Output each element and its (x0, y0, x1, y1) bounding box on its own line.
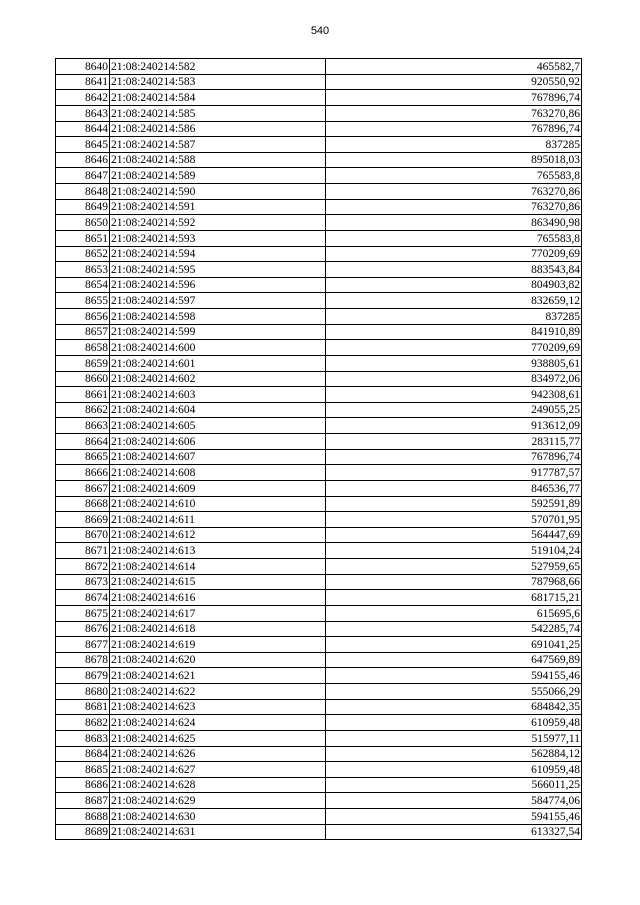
table-row (56, 684, 582, 700)
cadastral-number-cell: 21:08:240214:610 (110, 496, 326, 512)
value-cell: 920550,92 (326, 74, 582, 90)
row-number-cell: 8683 (56, 730, 110, 746)
row-number-cell: 8669 (56, 512, 110, 528)
cadastral-number-cell: 21:08:240214:587 (110, 137, 326, 153)
row-number-cell: 8671 (56, 543, 110, 559)
cadastral-number-cell: 21:08:240214:596 (110, 277, 326, 293)
value-cell: 542285,74 (326, 621, 582, 637)
cadastral-number-cell: 21:08:240214:589 (110, 168, 326, 184)
cadastral-number-cell: 21:08:240214:594 (110, 246, 326, 262)
row-number-cell: 8689 (56, 824, 110, 840)
table-row (56, 777, 582, 793)
table-row (56, 246, 582, 262)
table-row (56, 762, 582, 778)
table-row (56, 512, 582, 528)
value-cell: 883543,84 (326, 262, 582, 278)
table-row (56, 793, 582, 809)
cadastral-number-cell: 21:08:240214:624 (110, 715, 326, 731)
value-cell: 763270,86 (326, 105, 582, 121)
table-row (56, 184, 582, 200)
value-cell: 613327,54 (326, 824, 582, 840)
value-cell: 465582,7 (326, 59, 582, 75)
value-cell: 767896,74 (326, 449, 582, 465)
row-number-cell: 8659 (56, 355, 110, 371)
value-cell: 555066,29 (326, 684, 582, 700)
row-number-cell: 8656 (56, 309, 110, 325)
table-row (56, 387, 582, 403)
row-number-cell: 8675 (56, 605, 110, 621)
row-number-cell: 8641 (56, 74, 110, 90)
value-cell: 594155,46 (326, 668, 582, 684)
table-row (56, 637, 582, 653)
value-cell: 767896,74 (326, 90, 582, 106)
row-number-cell: 8670 (56, 527, 110, 543)
cadastral-number-cell: 21:08:240214:621 (110, 668, 326, 684)
value-cell: 592591,89 (326, 496, 582, 512)
value-cell: 767896,74 (326, 121, 582, 137)
value-cell: 938805,61 (326, 355, 582, 371)
cadastral-number-cell: 21:08:240214:629 (110, 793, 326, 809)
cadastral-number-cell: 21:08:240214:613 (110, 543, 326, 559)
cadastral-number-cell: 21:08:240214:592 (110, 215, 326, 231)
row-number-cell: 8678 (56, 652, 110, 668)
cadastral-number-cell: 21:08:240214:625 (110, 730, 326, 746)
row-number-cell: 8668 (56, 496, 110, 512)
page-number: 540 (310, 25, 330, 37)
cadastral-number-cell: 21:08:240214:605 (110, 418, 326, 434)
value-cell: 681715,21 (326, 590, 582, 606)
table-row (56, 199, 582, 215)
row-number-cell: 8665 (56, 449, 110, 465)
cadastral-number-cell: 21:08:240214:623 (110, 699, 326, 715)
table-row (56, 215, 582, 231)
cadastral-number-cell: 21:08:240214:627 (110, 762, 326, 778)
cadastral-number-cell: 21:08:240214:584 (110, 90, 326, 106)
value-cell: 584774,06 (326, 793, 582, 809)
value-cell: 834972,06 (326, 371, 582, 387)
table-body (56, 59, 582, 840)
cadastral-number-cell: 21:08:240214:599 (110, 324, 326, 340)
table-row (56, 715, 582, 731)
table-row (56, 340, 582, 356)
cadastral-number-cell: 21:08:240214:598 (110, 309, 326, 325)
value-cell: 913612,09 (326, 418, 582, 434)
table-row (56, 168, 582, 184)
table-row (56, 746, 582, 762)
value-cell: 515977,11 (326, 730, 582, 746)
table-row (56, 371, 582, 387)
cadastral-number-cell: 21:08:240214:606 (110, 434, 326, 450)
row-number-cell: 8652 (56, 246, 110, 262)
value-cell: 570701,95 (326, 512, 582, 528)
row-number-cell: 8660 (56, 371, 110, 387)
row-number-cell: 8655 (56, 293, 110, 309)
cadastral-number-cell: 21:08:240214:604 (110, 402, 326, 418)
table-row (56, 480, 582, 496)
value-cell: 804903,82 (326, 277, 582, 293)
value-cell: 942308,61 (326, 387, 582, 403)
row-number-cell: 8662 (56, 402, 110, 418)
value-cell: 770209,69 (326, 340, 582, 356)
value-cell: 519104,24 (326, 543, 582, 559)
row-number-cell: 8674 (56, 590, 110, 606)
value-cell: 564447,69 (326, 527, 582, 543)
cadastral-number-cell: 21:08:240214:593 (110, 230, 326, 246)
cadastral-number-cell: 21:08:240214:615 (110, 574, 326, 590)
table-row (56, 402, 582, 418)
row-number-cell: 8650 (56, 215, 110, 231)
cadastral-number-cell: 21:08:240214:583 (110, 74, 326, 90)
row-number-cell: 8642 (56, 90, 110, 106)
row-number-cell: 8644 (56, 121, 110, 137)
table-row (56, 309, 582, 325)
value-cell: 615695,6 (326, 605, 582, 621)
table-row (56, 574, 582, 590)
row-number-cell: 8682 (56, 715, 110, 731)
table-row (56, 105, 582, 121)
table-row (56, 621, 582, 637)
table-row (56, 605, 582, 621)
value-cell: 283115,77 (326, 434, 582, 450)
value-cell: 770209,69 (326, 246, 582, 262)
row-number-cell: 8658 (56, 340, 110, 356)
value-cell: 691041,25 (326, 637, 582, 653)
table-row (56, 324, 582, 340)
row-number-cell: 8649 (56, 199, 110, 215)
value-cell: 562884,12 (326, 746, 582, 762)
row-number-cell: 8661 (56, 387, 110, 403)
row-number-cell: 8653 (56, 262, 110, 278)
row-number-cell: 8684 (56, 746, 110, 762)
table-row (56, 74, 582, 90)
table-row (56, 59, 582, 75)
row-number-cell: 8688 (56, 809, 110, 825)
cadastral-number-cell: 21:08:240214:595 (110, 262, 326, 278)
row-number-cell: 8664 (56, 434, 110, 450)
table-row (56, 434, 582, 450)
value-cell: 837285 (326, 137, 582, 153)
cadastral-number-cell: 21:08:240214:602 (110, 371, 326, 387)
value-cell: 763270,86 (326, 184, 582, 200)
value-cell: 527959,65 (326, 559, 582, 575)
row-number-cell: 8667 (56, 480, 110, 496)
table-row (56, 121, 582, 137)
value-cell: 249055,25 (326, 402, 582, 418)
value-cell: 837285 (326, 309, 582, 325)
cadastral-number-cell: 21:08:240214:582 (110, 59, 326, 75)
value-cell: 610959,48 (326, 762, 582, 778)
cadastral-number-cell: 21:08:240214:622 (110, 684, 326, 700)
cadastral-number-cell: 21:08:240214:626 (110, 746, 326, 762)
row-number-cell: 8645 (56, 137, 110, 153)
row-number-cell: 8654 (56, 277, 110, 293)
table-row (56, 496, 582, 512)
cadastral-number-cell: 21:08:240214:630 (110, 809, 326, 825)
row-number-cell: 8685 (56, 762, 110, 778)
table-row (56, 152, 582, 168)
cadastral-number-cell: 21:08:240214:600 (110, 340, 326, 356)
value-cell: 917787,57 (326, 465, 582, 481)
table-row (56, 355, 582, 371)
table-row (56, 809, 582, 825)
value-cell: 895018,03 (326, 152, 582, 168)
value-cell: 647569,89 (326, 652, 582, 668)
row-number-cell: 8657 (56, 324, 110, 340)
cadastral-number-cell: 21:08:240214:586 (110, 121, 326, 137)
table-row (56, 90, 582, 106)
row-number-cell: 8681 (56, 699, 110, 715)
value-cell: 765583,8 (326, 230, 582, 246)
cadastral-number-cell: 21:08:240214:608 (110, 465, 326, 481)
table-row (56, 652, 582, 668)
value-cell: 765583,8 (326, 168, 582, 184)
value-cell: 566011,25 (326, 777, 582, 793)
cadastral-number-cell: 21:08:240214:617 (110, 605, 326, 621)
cadastral-number-cell: 21:08:240214:609 (110, 480, 326, 496)
value-cell: 594155,46 (326, 809, 582, 825)
cadastral-number-cell: 21:08:240214:591 (110, 199, 326, 215)
cadastral-number-cell: 21:08:240214:607 (110, 449, 326, 465)
table-row (56, 668, 582, 684)
row-number-cell: 8646 (56, 152, 110, 168)
row-number-cell: 8647 (56, 168, 110, 184)
cadastral-number-cell: 21:08:240214:585 (110, 105, 326, 121)
cadastral-number-cell: 21:08:240214:590 (110, 184, 326, 200)
table-row (56, 262, 582, 278)
table-row (56, 543, 582, 559)
cadastral-number-cell: 21:08:240214:597 (110, 293, 326, 309)
cadastral-number-cell: 21:08:240214:603 (110, 387, 326, 403)
cadastral-number-cell: 21:08:240214:631 (110, 824, 326, 840)
table-row (56, 465, 582, 481)
row-number-cell: 8666 (56, 465, 110, 481)
table-row (56, 824, 582, 840)
row-number-cell: 8643 (56, 105, 110, 121)
table-row (56, 293, 582, 309)
cadastral-number-cell: 21:08:240214:611 (110, 512, 326, 528)
cadastral-number-cell: 21:08:240214:614 (110, 559, 326, 575)
table-row (56, 527, 582, 543)
value-cell: 832659,12 (326, 293, 582, 309)
value-cell: 763270,86 (326, 199, 582, 215)
row-number-cell: 8677 (56, 637, 110, 653)
cadastral-number-cell: 21:08:240214:619 (110, 637, 326, 653)
row-number-cell: 8680 (56, 684, 110, 700)
value-cell: 846536,77 (326, 480, 582, 496)
cadastral-number-cell: 21:08:240214:588 (110, 152, 326, 168)
row-number-cell: 8648 (56, 184, 110, 200)
row-number-cell: 8673 (56, 574, 110, 590)
table-row (56, 590, 582, 606)
table-row (56, 449, 582, 465)
cadastral-number-cell: 21:08:240214:620 (110, 652, 326, 668)
cadastral-number-cell: 21:08:240214:628 (110, 777, 326, 793)
cadastral-number-cell: 21:08:240214:601 (110, 355, 326, 371)
value-cell: 610959,48 (326, 715, 582, 731)
row-number-cell: 8640 (56, 59, 110, 75)
cadastral-number-cell: 21:08:240214:612 (110, 527, 326, 543)
cadastral-number-cell: 21:08:240214:616 (110, 590, 326, 606)
cadastral-value-table (55, 58, 582, 840)
table-row (56, 418, 582, 434)
value-cell: 787968,66 (326, 574, 582, 590)
row-number-cell: 8679 (56, 668, 110, 684)
table-row (56, 730, 582, 746)
cadastral-number-cell: 21:08:240214:618 (110, 621, 326, 637)
row-number-cell: 8663 (56, 418, 110, 434)
value-cell: 841910,89 (326, 324, 582, 340)
table-row (56, 699, 582, 715)
table-row (56, 137, 582, 153)
table-row (56, 230, 582, 246)
row-number-cell: 8686 (56, 777, 110, 793)
row-number-cell: 8651 (56, 230, 110, 246)
row-number-cell: 8672 (56, 559, 110, 575)
table-row (56, 559, 582, 575)
table-row (56, 277, 582, 293)
row-number-cell: 8676 (56, 621, 110, 637)
row-number-cell: 8687 (56, 793, 110, 809)
value-cell: 863490,98 (326, 215, 582, 231)
value-cell: 684842,35 (326, 699, 582, 715)
